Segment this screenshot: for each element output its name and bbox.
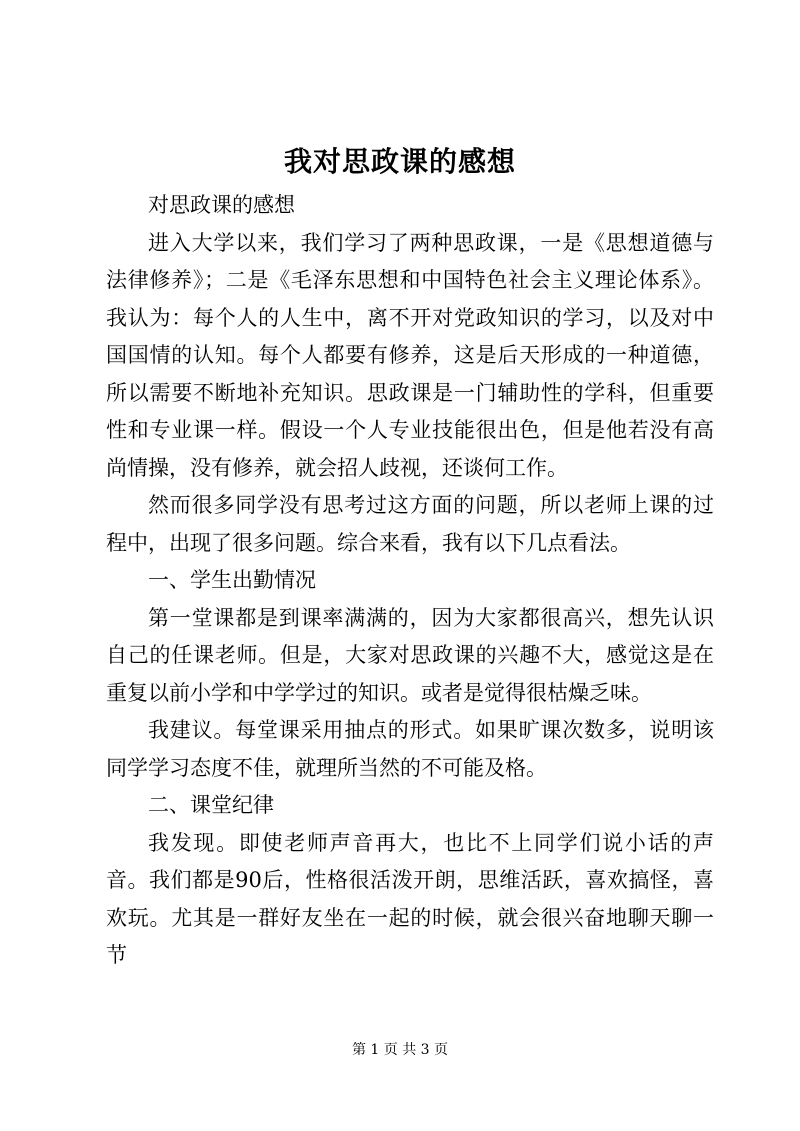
document-body (106, 187, 714, 975)
section-heading: 一、学生出勤情况 (148, 568, 316, 592)
paragraph: 然而很多同学没有思考过这方面的问题，所以老师上课的过程中，出现了很多问题。综合来看，我有以下几点看法。 (106, 493, 714, 555)
section-heading: 二、课堂纪律 (148, 793, 274, 817)
paragraph: 第一堂课都是到课率满满的，因为大家都很高兴，想先认识自己的任课老师。但是，大家对思政课的兴趣不大，感觉这是在重复以前小学和中学学过的知识。或者是觉得很枯燥乏味。 (106, 605, 714, 705)
paragraph: 我发现。即使老师声音再大，也比不上同学们说小话的声音。我们都是90后，性格很活泼开朗，思维活跃，喜欢搞怪，喜欢玩。尤其是一群好友坐在一起的时候，就会很兴奋地聊天聊一节 (106, 830, 714, 967)
document-title: 我对思政课的感想 (283, 145, 516, 178)
paragraph: 我建议。每堂课采用抽点的形式。如果旷课次数多，说明该同学学习态度不佳，就理所当然的不可能及格。 (106, 718, 714, 780)
paragraph-heading: 对思政课的感想 (148, 193, 295, 217)
page-footer: 第 1 页 共 3 页 (351, 1042, 449, 1058)
paragraph: 进入大学以来，我们学习了两种思政课，一是《思想道德与法律修养》；二是《毛泽东思想和中国特色社会主义理论体系》。我认为：每个人的人生中，离不开对党政知识的学习，以及对中国国情的认知。每个人都要有修养，这是后天形成的一种道德，所以需要不断地补充知识。思政课是一门辅助性的学科，但重要性和专业课一样。假设一个人专业技能很出色，但是他若没有高尚情操，没有修养，就会招人歧视，还谈何工作。 (106, 230, 714, 480)
